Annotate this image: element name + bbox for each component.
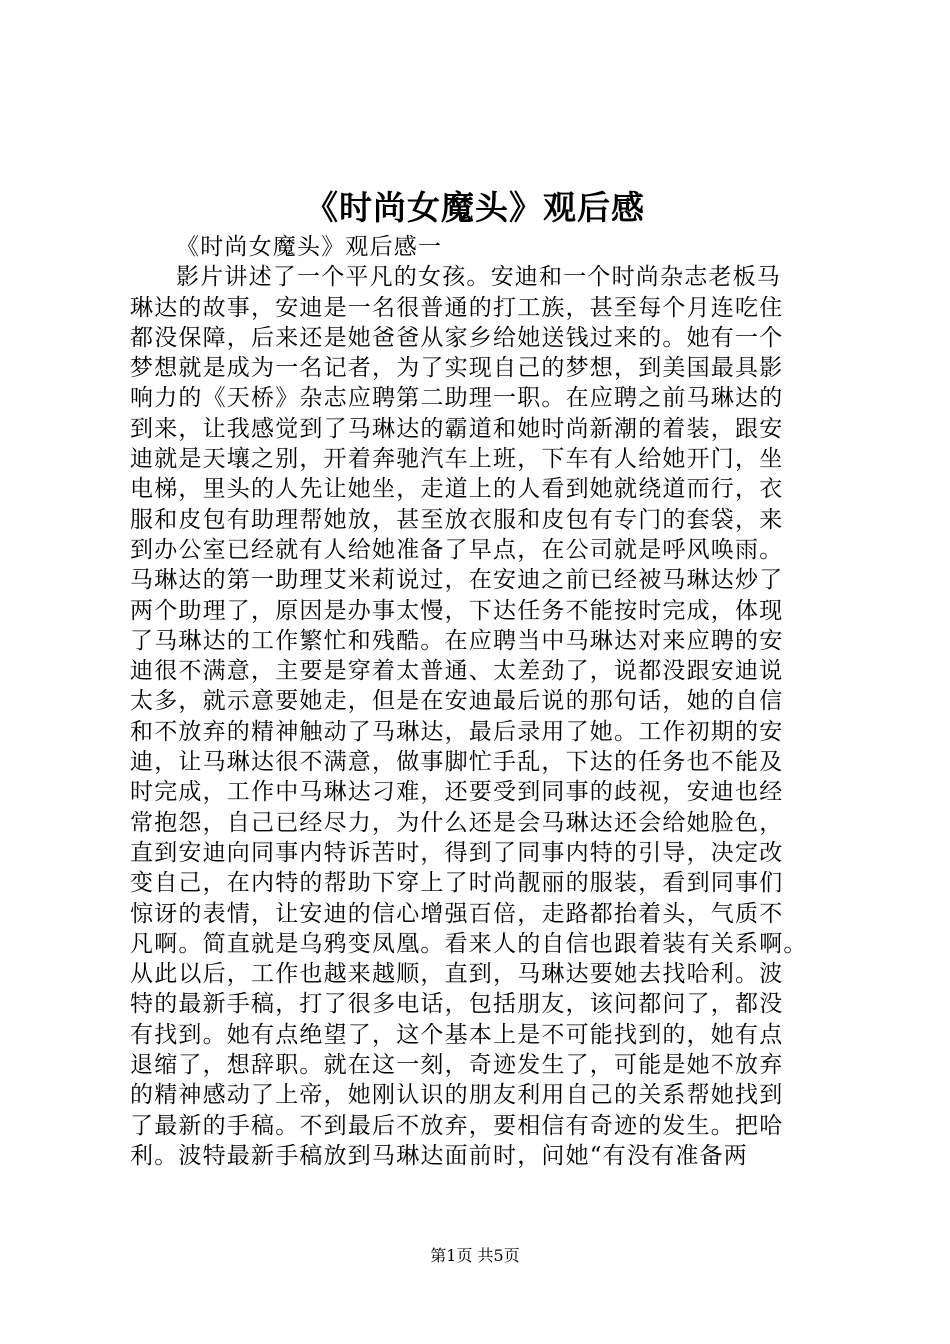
- text-line: 时完成，工作中马琳达刁难，还要受到同事的歧视，安迪也经: [130, 779, 784, 806]
- text-line: 迪很不满意，主要是穿着太普通、太差劲了，说都没跟安迪说: [130, 658, 784, 685]
- text-line: 有找到。她有点绝望了，这个基本上是不可能找到的，她有点: [130, 1021, 784, 1048]
- text-line: 影片讲述了一个平凡的女孩。安迪和一个时尚杂志老板马: [176, 264, 781, 291]
- document-title: 《时尚女魔头》观后感: [305, 188, 645, 227]
- text-line: 太多，就示意要她走，但是在安迪最后说的那句话，她的自信: [130, 688, 784, 715]
- paragraph: [130, 262, 842, 1171]
- text-line: 响力的《天桥》杂志应聘第二助理一职。在应聘之前马琳达的: [130, 385, 784, 412]
- text-line: 了最新的手稿。不到最后不放弃，要相信有奇迹的发生。把哈: [130, 1112, 784, 1139]
- text-line: 的精神感动了上帝，她刚认识的朋友利用自己的关系帮她找到: [130, 1082, 784, 1109]
- text-line: 利。波特最新手稿放到马琳达面前时，问她“有没有准备两: [130, 1142, 748, 1169]
- text-line: 直到安迪向同事内特诉苦时，得到了同事内特的引导，决定改: [130, 839, 784, 866]
- text-line: 两个助理了，原因是办事太慢，下达任务不能按时完成，体现: [130, 597, 784, 624]
- text-line: 到来，让我感觉到了马琳达的霸道和她时尚新潮的着装，跟安: [130, 415, 784, 442]
- text-line: 从此以后，工作也越来越顺，直到，马琳达要她去找哈利。波: [130, 961, 784, 988]
- text-line: 梦想就是成为一名记者，为了实现自己的梦想，到美国最具影: [130, 355, 784, 382]
- document-body: [130, 232, 842, 1171]
- text-line: 常抱怨，自己已经尽力，为什么还是会马琳达还会给她脸色，: [130, 809, 784, 836]
- text-line: 了马琳达的工作繁忙和残酷。在应聘当中马琳达对来应聘的安: [130, 627, 784, 654]
- text-line: 凡啊。简直就是乌鸦变凤凰。看来人的自信也跟着装有关系啊。: [130, 930, 808, 957]
- text-line: 特的最新手稿，打了很多电话，包括朋友，该问都问了，都没: [130, 991, 784, 1018]
- text-line: 电梯，里头的人先让她坐，走道上的人看到她就绕道而行，衣: [130, 476, 784, 503]
- text-line: 变自己，在内特的帮助下穿上了时尚靓丽的服装，看到同事们: [130, 870, 784, 897]
- text-line: 都没保障，后来还是她爸爸从家乡给她送钱过来的。她有一个: [130, 324, 784, 351]
- text-line: 到办公室已经就有人给她准备了早点，在公司就是呼风唤雨。: [130, 536, 784, 563]
- text-line: 服和皮包有助理帮她放，甚至放衣服和皮包有专门的套袋，来: [130, 506, 784, 533]
- text-line: 迪就是天壤之别，开着奔驰汽车上班，下车有人给她开门，坐: [130, 446, 784, 473]
- text-line: 琳达的故事，安迪是一名很普通的打工族，甚至每个月连吃住: [130, 294, 784, 321]
- text-line: 和不放弃的精神触动了马琳达，最后录用了她。工作初期的安: [130, 718, 784, 745]
- text-line: 迪，让马琳达很不满意，做事脚忙手乱，下达的任务也不能及: [130, 749, 784, 776]
- text-line: 马琳达的第一助理艾米莉说过，在安迪之前已经被马琳达炒了: [130, 567, 784, 594]
- section-heading: 《时尚女魔头》观后感一: [176, 234, 443, 260]
- text-line: 惊讶的表情，让安迪的信心增强百倍，走路都抬着头，气质不: [130, 900, 784, 927]
- page-footer: 第1页 共5页: [430, 1246, 520, 1265]
- text-line: 退缩了，想辞职。就在这一刻，奇迹发生了，可能是她不放弃: [130, 1052, 784, 1079]
